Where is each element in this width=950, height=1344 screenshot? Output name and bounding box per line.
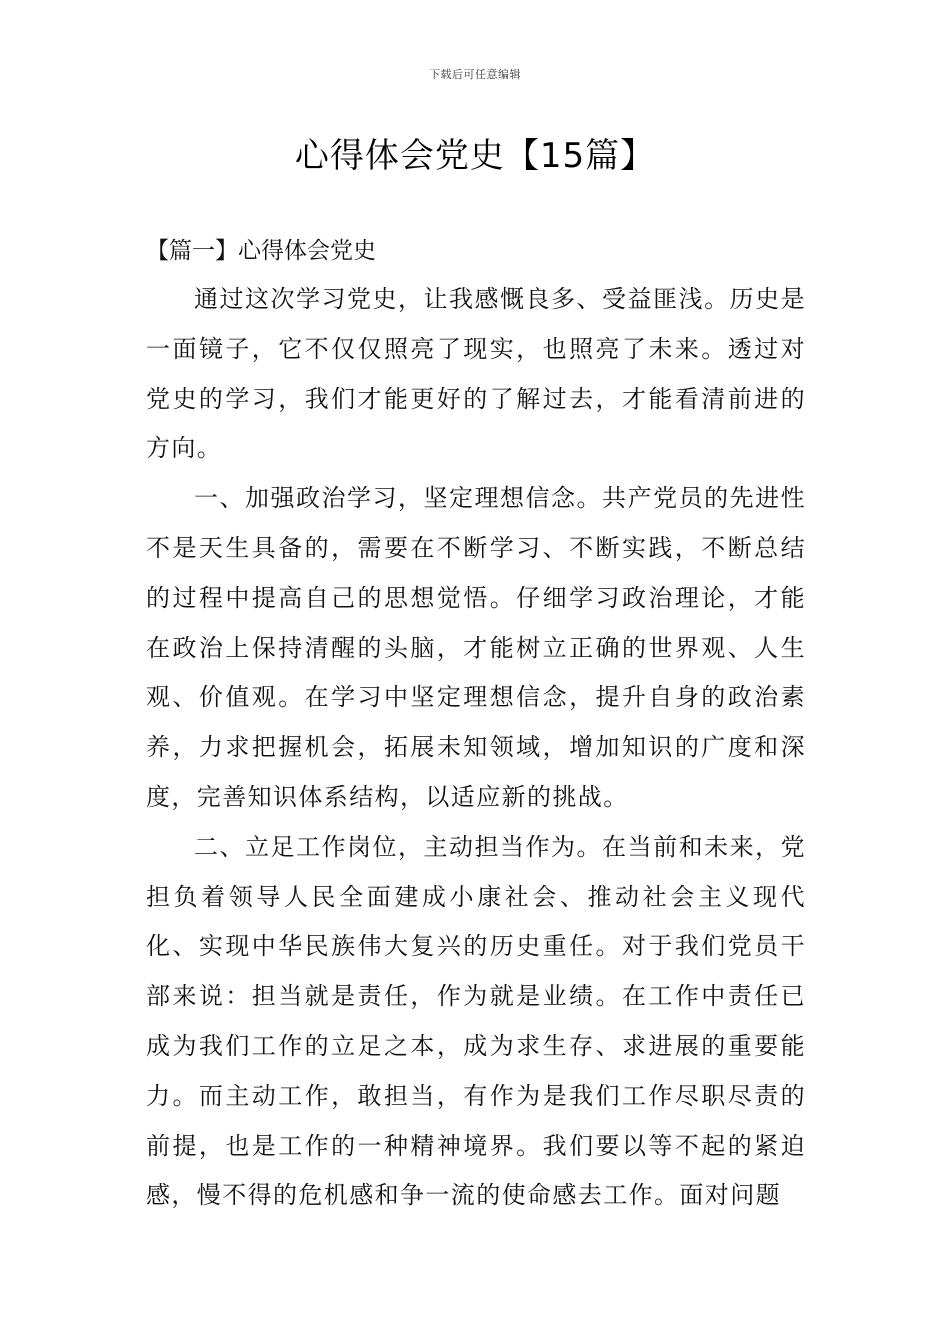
paragraph-point-two: 二、立足工作岗位，主动担当作为。在当前和未来，党担负着领导人民全面建成小康社会、推动社会主义现代化、实现中华民族伟大复兴的历史重任。对于我们党员干部来说：担当就是责任，作为就是业绩。在工作中责任已成为我们工作的立足之本，成为求生存、求进展的重要能力。而主动工作，敢担当，有作为是我们工作尽职尽责的前提，也是工作的一种精神境界。我们要以等不起的紧迫感，慢不得的危机感和争一流的使命感去工作。面对问题 — [146, 832, 806, 1210]
header-note: 下载后可任意编辑 — [429, 68, 521, 81]
paragraph-point-one: 一、加强政治学习，坚定理想信念。共产党员的先进性不是天生具备的，需要在不断学习、不断实践，不断总结的过程中提高自己的思想觉悟。仔细学习政治理论，才能在政治上保持清醒的头脑，才能树立正确的世界观、人生观、价值观。在学习中坚定理想信念，提升自身的政治素养，力求把握机会，拓展未知领域，增加知识的广度和深度，完善知识体系结构，以适应新的挑战。 — [146, 484, 806, 811]
section-heading: 【篇一】心得体会党史 — [146, 238, 376, 264]
document-body — [146, 275, 806, 1221]
document-title: 心得体会党史【15篇】 — [294, 136, 656, 176]
paragraph-intro: 通过这次学习党史，让我感慨良多、受益匪浅。历史是一面镜子，它不仅仅照亮了现实，也照亮了未来。透过对党史的学习，我们才能更好的了解过去，才能看清前进的方向。 — [146, 285, 806, 463]
